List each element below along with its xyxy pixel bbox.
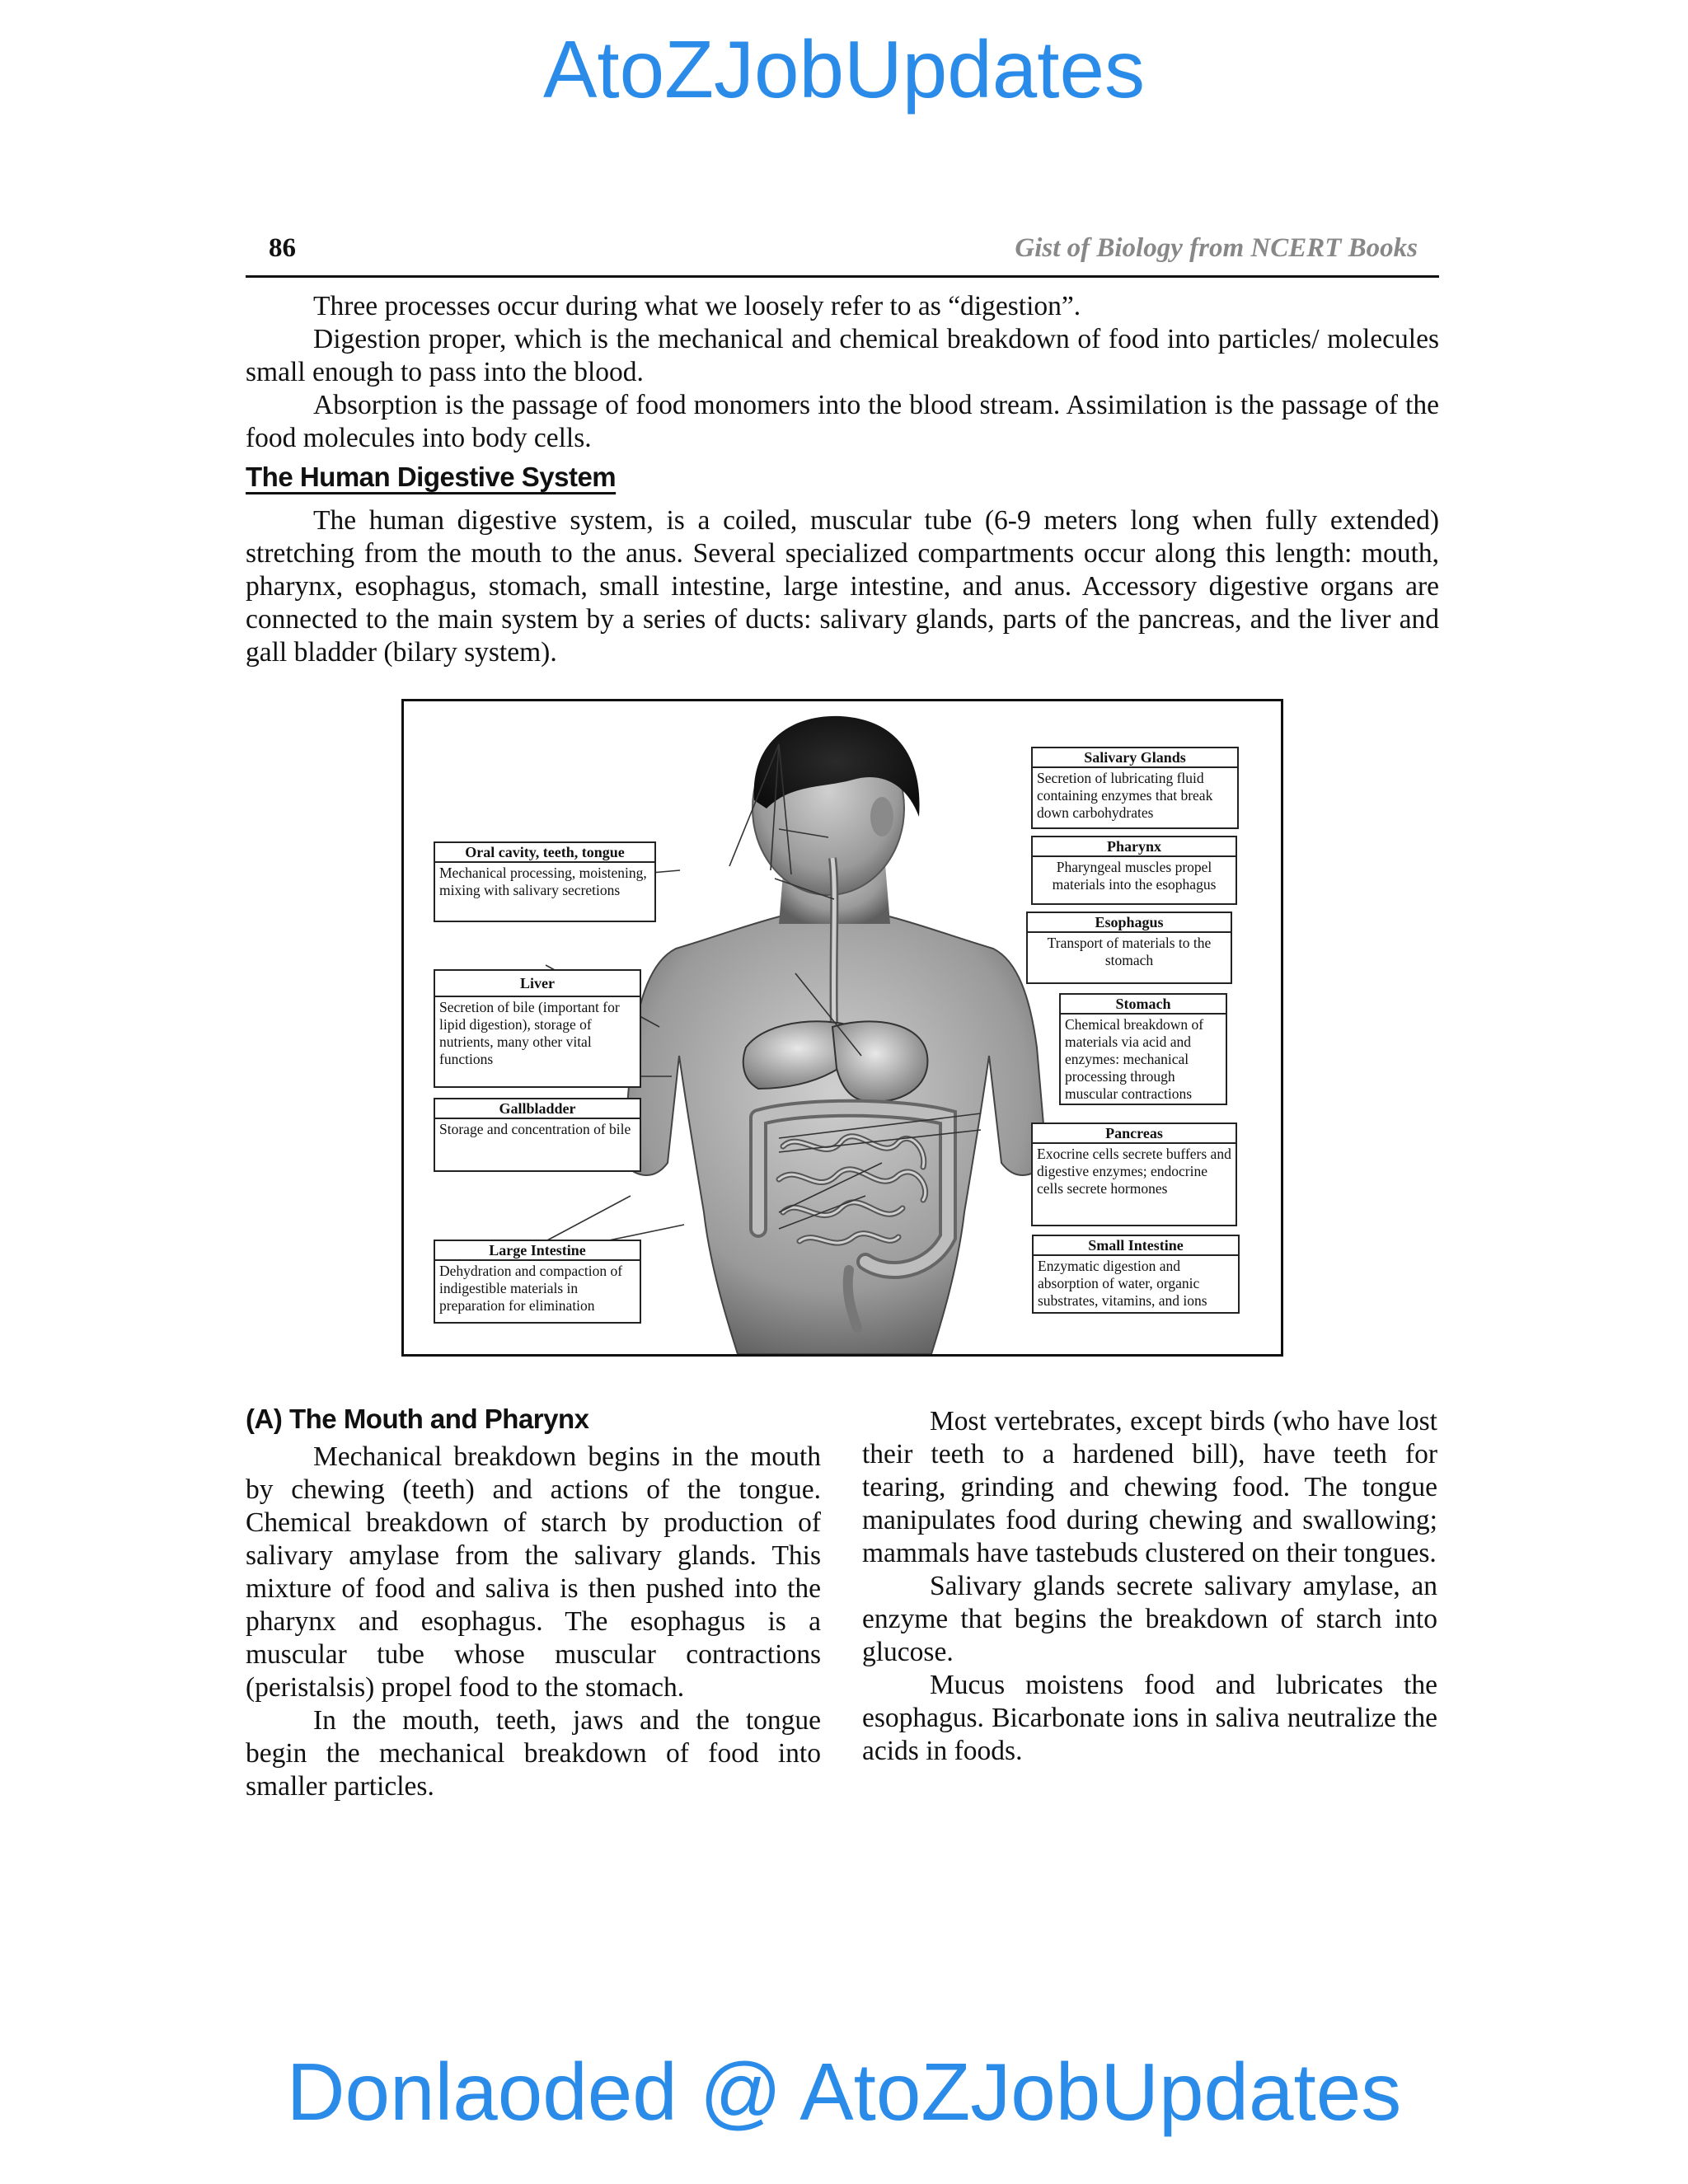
oral-text: Mechanical processing, moistening, mixing with salivary secretions — [439, 865, 647, 898]
salivary-text: Secretion of lubricating fluid containing enzymes that break down carbohydrates — [1037, 770, 1213, 821]
esophagus-text: Transport of materials to the stomach — [1047, 935, 1212, 968]
right-column — [862, 1405, 1437, 1768]
label-liver — [434, 969, 641, 1088]
label-pancreas — [1031, 1122, 1237, 1226]
small-intestine-title: Small Intestine — [1034, 1236, 1238, 1256]
right-p2-text: Salivary glands secrete salivary amylase, an enzyme that begins the breakdown of starch into glucose. — [862, 1571, 1437, 1667]
large-intestine-text: Dehydration and compaction of indigestible materials in preparation for elimination — [439, 1263, 623, 1314]
label-gallbladder — [434, 1098, 641, 1172]
salivary-title: Salivary Glands — [1033, 748, 1237, 768]
label-stomach — [1059, 993, 1227, 1105]
left-column — [246, 1441, 821, 1803]
section-body-text: The human digestive system, is a coiled, muscular tube (6-9 meters long when fully extended) stretching from the mouth to the anus. Several specialized compartments occur along this length: mouth, pharynx, esophagus, stomach, small intestine, large intestine, and anus. Accessory digestive organs are connected to the main system by a series of ducts: salivary glands, parts of the pancreas, and the liver and gall bladder (bilary system). — [246, 505, 1439, 668]
pharynx-title: Pharynx — [1033, 837, 1236, 857]
pancreas-title: Pancreas — [1033, 1124, 1236, 1144]
stomach-title: Stomach — [1061, 995, 1226, 1015]
left-paragraph-1 — [246, 1441, 821, 1704]
right-p1-text: Most vertebrates, except birds (who have lost their teeth to a hardened bill), have teeth for tearing, grinding and chewing food. The tongue manipulates food during chewing and swallowing; mammals have tastebuds clustered on their tongues. — [862, 1406, 1437, 1568]
label-salivary-glands — [1031, 747, 1239, 829]
label-large-intestine — [434, 1240, 641, 1324]
section-heading: The Human Digestive System — [246, 462, 617, 492]
small-intestine-text: Enzymatic digestion and absorption of water, organic substrates, vitamins, and ions — [1038, 1258, 1207, 1309]
label-pharynx — [1031, 836, 1237, 905]
intro-paragraph-1 — [246, 290, 1439, 323]
pharynx-text: Pharyngeal muscles propel materials into the esophagus — [1052, 859, 1217, 893]
liver-text: Secretion of bile (important for lipid digestion), storage of nutrients, many other vital functions — [439, 999, 620, 1067]
label-oral-cavity — [434, 841, 656, 922]
large-intestine-title: Large Intestine — [435, 1241, 640, 1261]
running-head: Gist of Biology from NCERT Books — [1015, 233, 1418, 263]
section-body — [246, 504, 1439, 669]
right-paragraph-2 — [862, 1570, 1437, 1669]
left-p1-text: Mechanical breakdown begins in the mouth by chewing (teeth) and actions of the tongue. Chemical breakdown of starch by production of salivary amylase from the salivary glands. This mixture of food and saliva is then pushed into the pharynx and esophagus. The esophagus is a muscular tube whose muscular contractions (peristalsis) propel food to the stomach. — [246, 1441, 821, 1703]
esophagus-title: Esophagus — [1028, 913, 1231, 933]
intro-p1-text: Three processes occur during what we loosely refer to as “digestion”. — [313, 291, 1081, 321]
right-p3-text: Mucus moistens food and lubricates the esophagus. Bicarbonate ions in saliva neutralize the acids in foods. — [862, 1670, 1437, 1766]
stomach-text: Chemical breakdown of materials via acid and enzymes: mechanical processing through muscular contractions — [1065, 1016, 1204, 1102]
page-number: 86 — [269, 233, 296, 263]
digestive-system-figure — [401, 699, 1283, 1357]
header-rule — [246, 275, 1439, 278]
right-paragraph-1 — [862, 1405, 1437, 1570]
left-paragraph-2 — [246, 1704, 821, 1803]
watermark-bottom: Donlaoded @ AtoZJobUpdates — [286, 2046, 1402, 2137]
mouth-section-heading: (A) The Mouth and Pharynx — [246, 1404, 589, 1434]
left-p2-text: In the mouth, teeth, jaws and the tongue begin the mechanical breakdown of food into smaller particles. — [246, 1705, 821, 1802]
liver-title: Liver — [435, 971, 640, 997]
pancreas-text: Exocrine cells secrete buffers and digestive enzymes; endocrine cells secrete hormones — [1037, 1146, 1231, 1197]
gallbladder-title: Gallbladder — [435, 1099, 640, 1119]
label-esophagus — [1026, 912, 1232, 984]
watermark-top: AtoZJobUpdates — [543, 24, 1145, 115]
right-paragraph-3 — [862, 1669, 1437, 1768]
oral-title: Oral cavity, teeth, tongue — [435, 843, 654, 863]
gallbladder-text: Storage and concentration of bile — [439, 1121, 631, 1137]
intro-paragraph-3 — [246, 389, 1439, 455]
intro-p2-text: Digestion proper, which is the mechanical and chemical breakdown of food into particles/ molecules small enough to pass into the blood. — [246, 324, 1439, 387]
label-small-intestine — [1032, 1235, 1240, 1314]
intro-paragraph-2 — [246, 323, 1439, 389]
intro-p3-text: Absorption is the passage of food monomers into the blood stream. Assimilation is the passage of the food molecules into body cells. — [246, 390, 1439, 453]
